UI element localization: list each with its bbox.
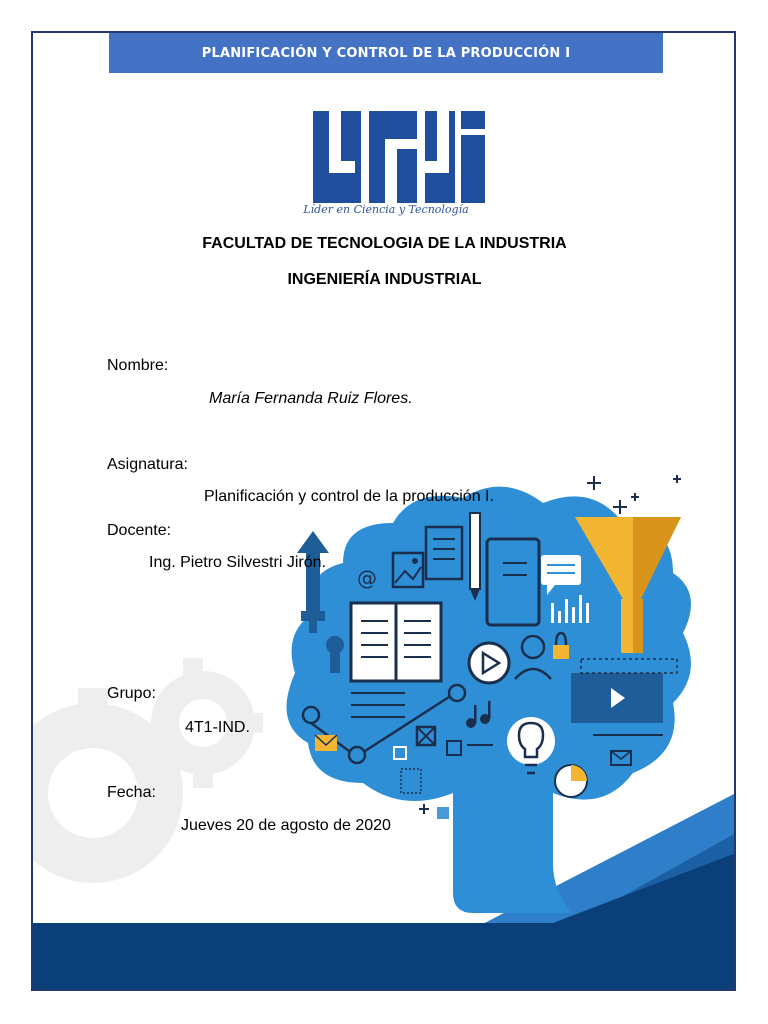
book-icon (351, 603, 441, 681)
asignatura-value: Planificación y control de la producción I. (204, 488, 494, 505)
nombre-value: María Fernanda Ruiz Flores. (209, 390, 413, 407)
nombre-label: Nombre: (107, 357, 169, 374)
grupo-value: 4T1-IND. (185, 719, 250, 736)
square-icon (437, 807, 449, 819)
play-bubble-icon (469, 643, 509, 683)
at-sign-icon: @ (357, 566, 377, 590)
document-page (31, 31, 736, 991)
mail-icon (315, 735, 337, 751)
header-banner-text: PLANIFICACIÓN Y CONTROL DE LA PRODUCCIÓN I (201, 45, 571, 61)
brain-tree-illustration (33, 33, 736, 991)
career-title: INGENIERÍA INDUSTRIAL (287, 271, 482, 288)
faculty-title: FACULTAD DE TECNOLOGIA DE LA INDUSTRIA (202, 235, 567, 252)
fecha-value: Jueves 20 de agosto de 2020 (181, 817, 391, 834)
grupo-label: Grupo: (107, 685, 156, 702)
docente-label: Docente: (107, 522, 172, 539)
docente-value: Ing. Pietro Silvestri Jirón. (149, 554, 326, 571)
pie-chart-icon (555, 765, 587, 797)
logo-motto: Líder en Ciencia y Tecnología (303, 203, 469, 216)
pencil-icon (470, 513, 480, 601)
fecha-label: Fecha: (107, 784, 156, 801)
asignatura-label: Asignatura: (107, 456, 188, 473)
